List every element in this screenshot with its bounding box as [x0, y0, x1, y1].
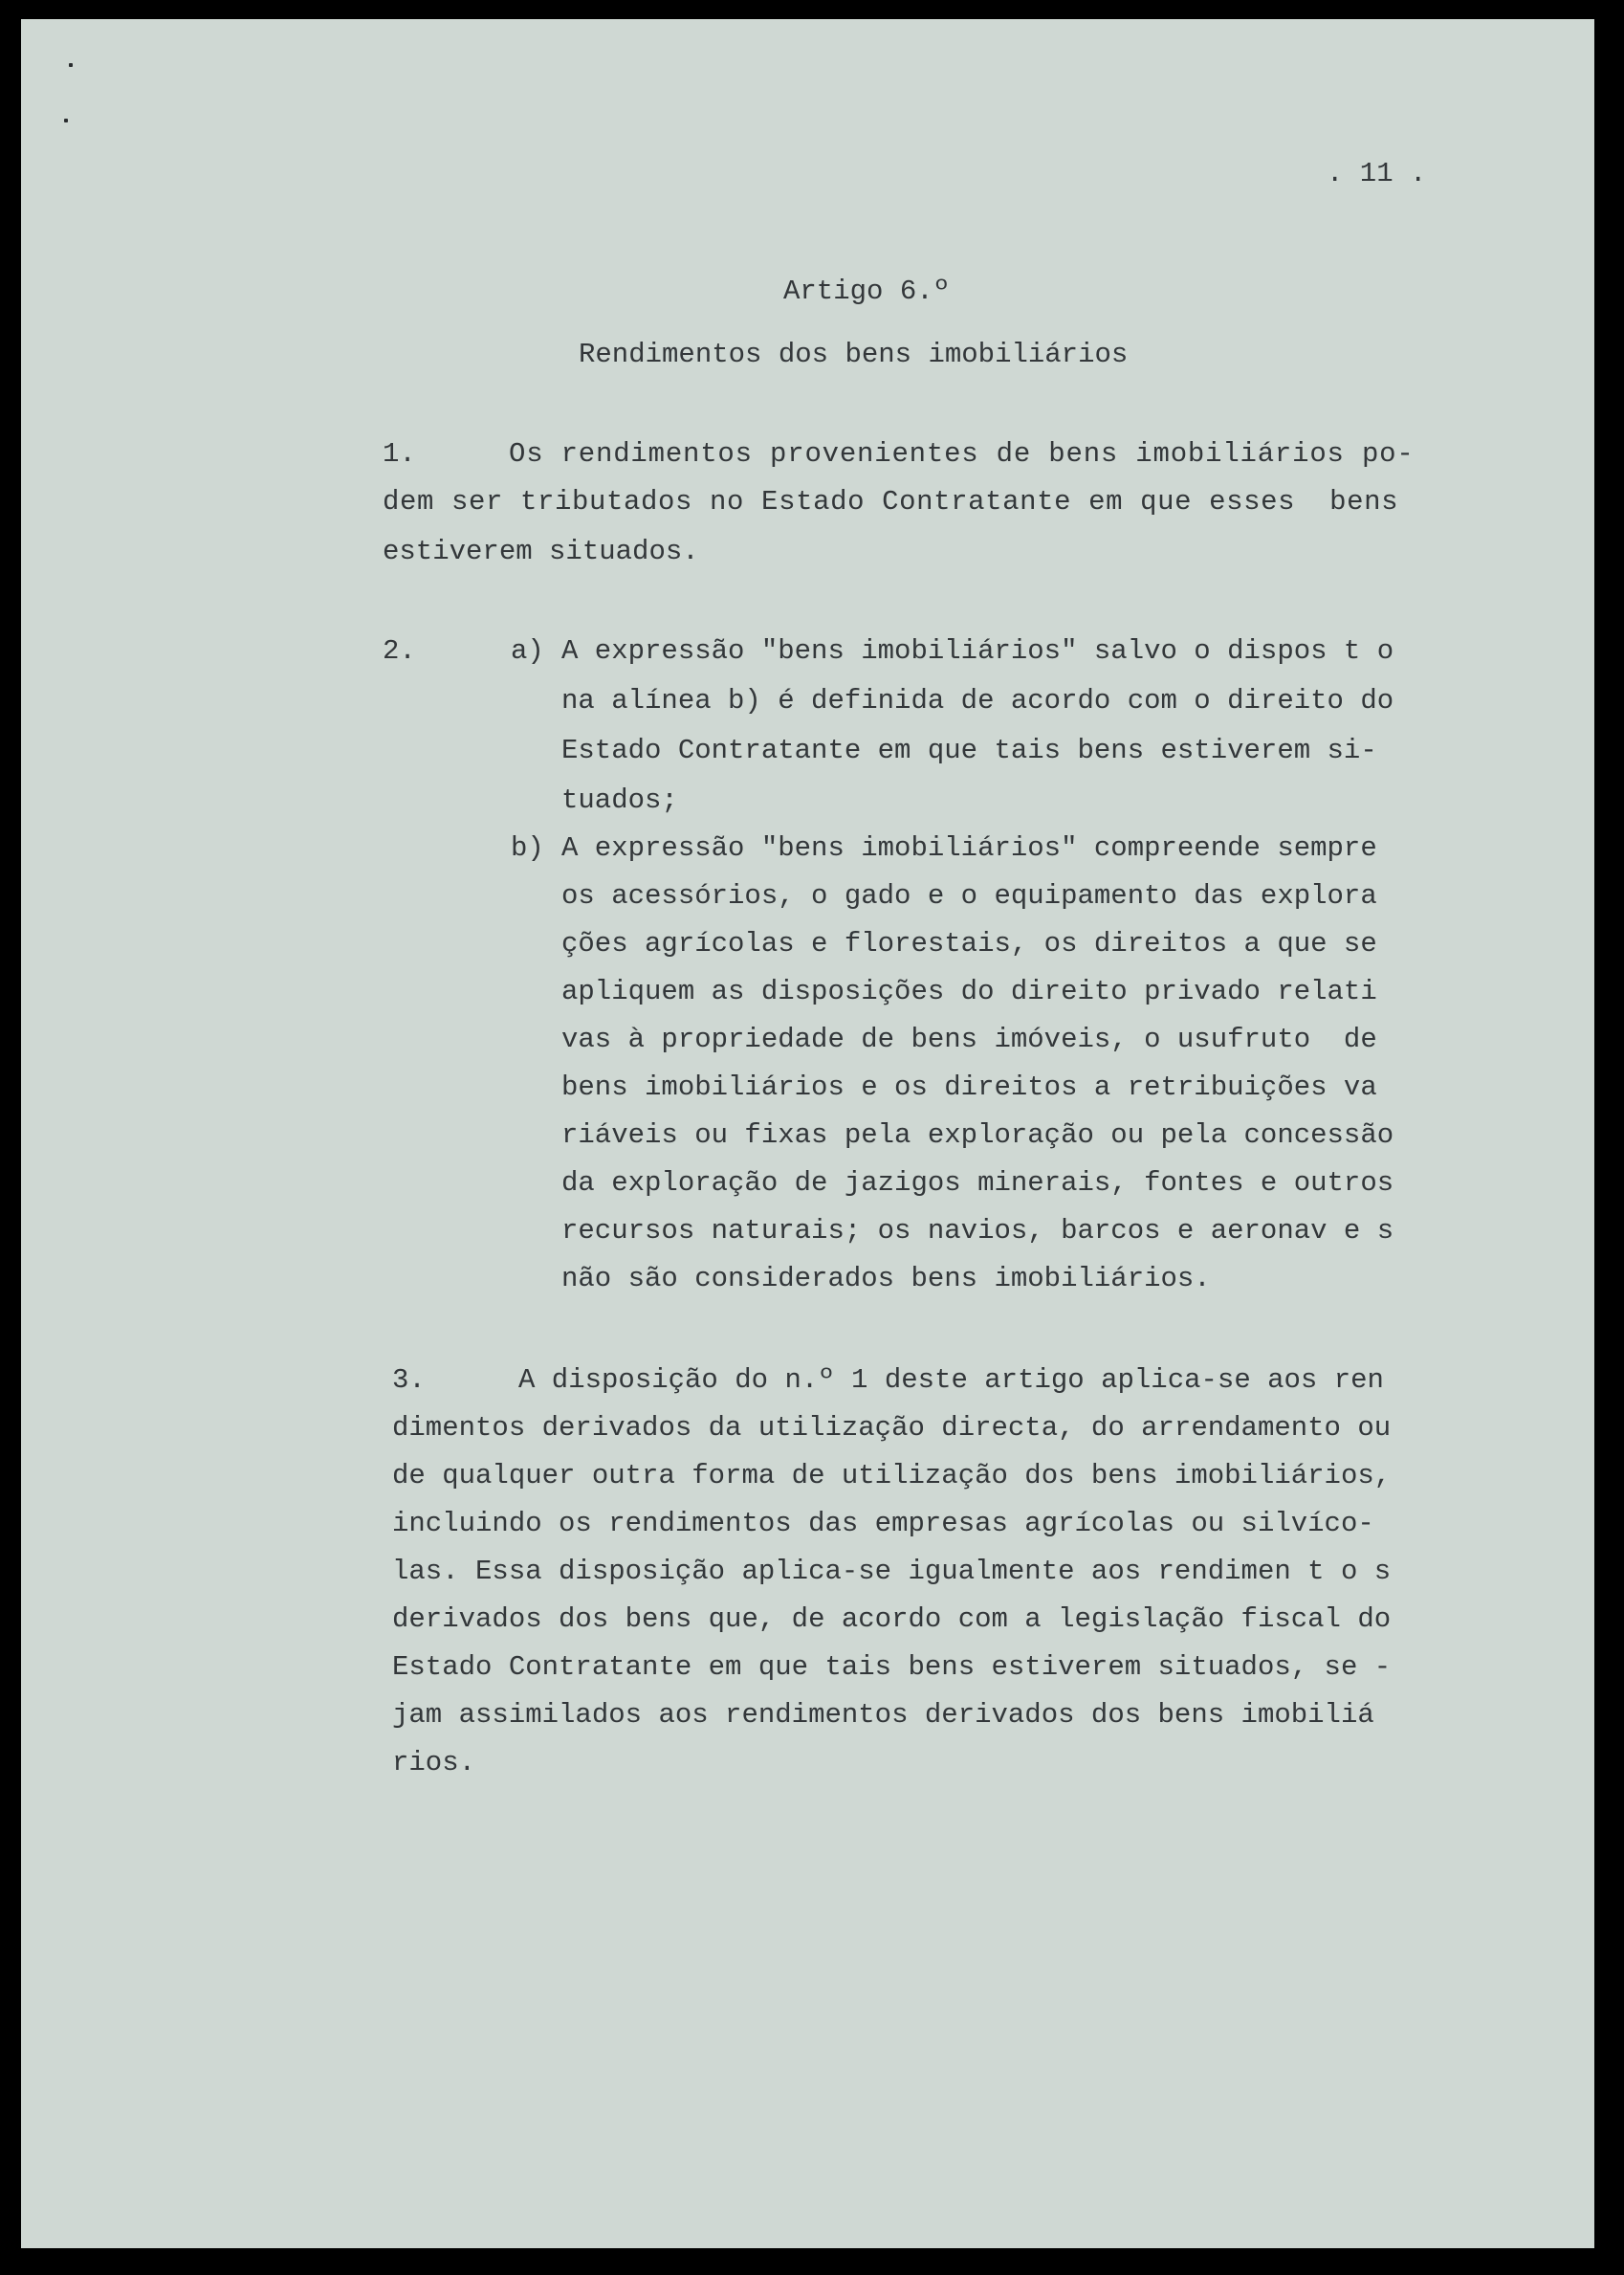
item-line: apliquem as disposições do direito privado relati: [561, 976, 1377, 1007]
item-line: ções agrícolas e florestais, os direitos a que se: [561, 928, 1377, 960]
paragraph-line: estiverem situados.: [383, 536, 699, 567]
item-line: não são considerados bens imobiliários.: [561, 1263, 1211, 1294]
item-line: A expressão "bens imobiliários" compreende sempre: [561, 832, 1377, 864]
paragraph-line: las. Essa disposição aplica-se igualmente aos rendimen t o s: [392, 1556, 1392, 1587]
paragraph-line: Estado Contratante em que tais bens estiverem situados, se -: [392, 1651, 1392, 1683]
item-marker: b): [511, 832, 544, 864]
paragraph-line: dem ser tributados no Estado Contratante em que esses bens: [383, 486, 1399, 518]
item-line: recursos naturais; os navios, barcos e aeronav e s: [561, 1215, 1394, 1247]
item-line: riáveis ou fixas pela exploração ou pela concessão: [561, 1119, 1394, 1151]
item-line: A expressão "bens imobiliários" salvo o dispos t o: [561, 635, 1394, 667]
margin-mark: [64, 119, 68, 122]
article-title: Artigo 6.º: [783, 276, 951, 307]
paragraph-line: de qualquer outra forma de utilização dos bens imobiliários,: [392, 1460, 1392, 1491]
item-marker: a): [511, 635, 544, 667]
paragraph-number: 1.: [383, 438, 416, 470]
paragraph-line: jam assimilados aos rendimentos derivados dos bens imobiliá: [392, 1699, 1374, 1731]
item-line: da exploração de jazigos minerais, fontes e outros: [561, 1167, 1394, 1199]
item-line: os acessórios, o gado e o equipamento das explora: [561, 880, 1377, 912]
item-line: vas à propriedade de bens imóveis, o usufruto de: [561, 1024, 1377, 1055]
paragraph-line: incluindo os rendimentos das empresas agrícolas ou silvíco-: [392, 1508, 1374, 1539]
item-line: Estado Contratante em que tais bens estiverem si-: [561, 735, 1377, 766]
item-line: tuados;: [561, 784, 678, 816]
item-line: bens imobiliários e os direitos a retribuições va: [561, 1071, 1377, 1103]
margin-mark: [69, 63, 73, 67]
page-number: . 11 .: [1327, 158, 1427, 189]
paragraph-number: 3.: [392, 1364, 426, 1396]
paragraph-number: 2.: [383, 635, 416, 667]
article-subtitle: Rendimentos dos bens imobiliários: [579, 339, 1129, 370]
paragraph-line: Os rendimentos provenientes de bens imobiliários po-: [509, 438, 1415, 470]
paragraph-line: dimentos derivados da utilização directa, do arrendamento ou: [392, 1412, 1392, 1444]
item-line: na alínea b) é definida de acordo com o direito do: [561, 685, 1394, 717]
paragraph-line: rios.: [392, 1747, 476, 1778]
paragraph-line: derivados dos bens que, de acordo com a legislação fiscal do: [392, 1603, 1392, 1635]
document-page: [21, 19, 1594, 2248]
paragraph-line: A disposição do n.º 1 deste artigo aplica-se aos ren: [518, 1364, 1384, 1396]
